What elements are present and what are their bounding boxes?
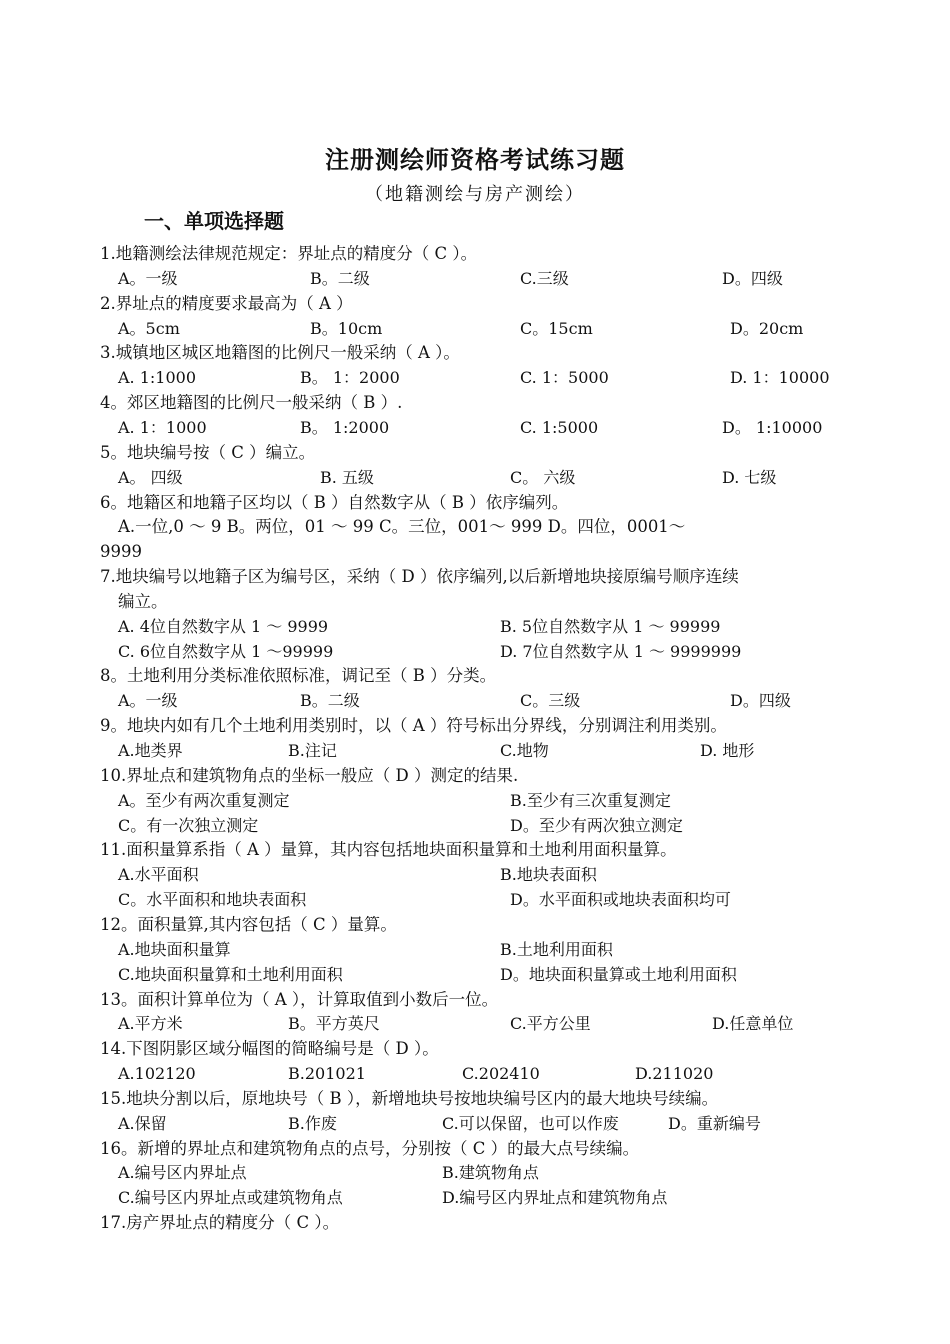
answer-option: B.地块表面积	[500, 865, 597, 885]
answer-option: C。有一次独立测定	[118, 815, 259, 835]
answer-option: D.编号区内界址点和建筑物角点	[442, 1188, 668, 1208]
answer-option: D。20cm	[730, 318, 804, 338]
answer-option: A. 1:1000	[118, 368, 197, 388]
answer-option: A.地块面积量算	[118, 939, 231, 959]
answer-option: D。至少有两次独立测定	[510, 815, 683, 835]
answer-option: D。地块面积量算或土地利用面积	[500, 964, 737, 984]
answer-option: B. 5位自然数字从 1 ～ 99999	[500, 616, 721, 636]
answer-option: A。5cm	[118, 318, 180, 338]
question-text: 17.房产界址点的精度分（ C ）。	[100, 1213, 340, 1233]
answer-option: D. 1：10000	[730, 368, 830, 388]
answer-option: B.至少有三次重复测定	[510, 790, 671, 810]
answer-option: D.任意单位	[712, 1014, 794, 1034]
answer-option: A。 四级	[118, 467, 183, 487]
answer-option: A. 1：1000	[118, 417, 207, 437]
question-text: 6。地籍区和地籍子区均以（ B ）自然数字从（ B ）依序编列。	[100, 492, 569, 512]
question-text: 15.地块分割以后，原地块号（ B ），新增地块号按地块编号区内的最大地块号续编。	[100, 1088, 719, 1108]
question-continuation: 编立。	[118, 591, 168, 611]
question-text: 8。土地利用分类标准依照标准，调记至（ B ）分类。	[100, 666, 497, 686]
answer-option: C.编号区内界址点或建筑物角点	[118, 1188, 343, 1208]
question-text: 7.地块编号以地籍子区为编号区，采纳（ D ）依序编列,以后新增地块接原编号顺序连续	[100, 567, 739, 587]
answer-option: C. 1：5000	[520, 368, 609, 388]
answer-option: D。四级	[730, 691, 791, 711]
answer-option: C.202410	[462, 1064, 540, 1084]
answer-option: A.水平面积	[118, 865, 199, 885]
section-heading: 一、单项选择题	[144, 209, 284, 233]
question-text: 2.界址点的精度要求最高为（ A ）	[100, 293, 353, 313]
question-text: 9。地块内如有几个土地利用类别时，以（ A ）符号标出分界线，分别调注利用类别。	[100, 716, 727, 736]
answer-option: A.地类界	[118, 741, 183, 760]
question-text: 14.下图阴影区域分幅图的简略编号是（ D ）。	[100, 1039, 439, 1059]
answer-option: A.保留	[118, 1113, 167, 1133]
answer-option: D. 7位自然数字从 1 ～ 9999999	[500, 641, 742, 661]
answer-option: A. 4位自然数字从 1 ～ 9999	[118, 616, 329, 636]
answer-option: C。三级	[520, 691, 581, 711]
document-subtitle: （地籍测绘与房产测绘）	[365, 184, 585, 205]
answer-option: B。 1：2000	[300, 368, 400, 388]
answer-option: D. 七级	[722, 467, 777, 487]
question-text: 4。郊区地籍图的比例尺一般采纳（ B ）.	[100, 393, 403, 413]
answer-option: C.地物	[500, 741, 549, 760]
answer-option: C.平方公里	[510, 1014, 591, 1034]
answer-option: B. 五级	[320, 467, 374, 487]
answer-option: A。一级	[118, 268, 178, 288]
answer-option: B.作废	[288, 1113, 337, 1133]
answer-option: D。重新编号	[668, 1113, 761, 1133]
answer-option: B。 1:2000	[300, 417, 390, 437]
answer-option: B.建筑物角点	[442, 1163, 539, 1183]
answer-option: B.注记	[288, 741, 337, 760]
question-text: 12。面积量算,其内容包括（ C ）量算。	[100, 914, 397, 934]
answer-option: B.201021	[288, 1064, 366, 1084]
document-title: 注册测绘师资格考试练习题	[325, 146, 625, 174]
answer-option: C.地块面积量算和土地利用面积	[118, 964, 343, 984]
answer-option: C。 六级	[510, 467, 576, 487]
answer-option: C.可以保留，也可以作废	[442, 1113, 619, 1133]
question-text: 11.面积量算系指（ A ）量算，其内容包括地块面积量算和土地利用面积量算。	[100, 840, 677, 860]
question-text: 13。面积计算单位为（ A ），计算取值到小数后一位。	[100, 989, 499, 1009]
answer-option: D. 地形	[700, 741, 755, 760]
answer-option: C.三级	[520, 268, 569, 288]
answer-option: B。10cm	[310, 318, 383, 338]
question-text: 16。新增的界址点和建筑物角点的点号，分别按（ C ）的最大点号续编。	[100, 1138, 640, 1158]
answer-option: C. 1:5000	[520, 417, 599, 437]
question-text: 3.城镇地区城区地籍图的比例尺一般采纳（ A ）。	[100, 343, 460, 363]
question-continuation: 9999	[100, 542, 142, 562]
answer-option: D。四级	[722, 268, 783, 288]
answer-option: A.平方米	[118, 1014, 183, 1034]
question-text: 1.地籍测绘法律规范规定：界址点的精度分（ C ）。	[100, 244, 478, 263]
answer-option: B。二级	[310, 268, 370, 288]
answer-option: B。二级	[300, 691, 360, 711]
answer-option: C. 6位自然数字从 1 ～99999	[118, 641, 334, 661]
answer-option: B。平方英尺	[288, 1014, 380, 1034]
question-text: 10.界址点和建筑物角点的坐标一般应（ D ）测定的结果.	[100, 765, 519, 785]
answer-option: A.编号区内界址点	[118, 1163, 247, 1183]
answer-option: A.102120	[118, 1064, 196, 1084]
question-text: 5。地块编号按（ C ）编立。	[100, 442, 316, 462]
answer-option: A。至少有两次重复测定	[118, 790, 290, 810]
question-continuation: A.一位,0 ～ 9 B。两位，01 ～ 99 C。三位，001～ 999 D。四位，0001～	[118, 517, 686, 537]
answer-option: B.土地利用面积	[500, 939, 613, 959]
answer-option: C。15cm	[520, 318, 593, 338]
answer-option: D.211020	[635, 1064, 714, 1084]
answer-option: D。 1:10000	[722, 417, 823, 437]
answer-option: D。水平面积或地块表面积均可	[510, 890, 731, 910]
answer-option: C。水平面积和地块表面积	[118, 890, 307, 910]
answer-option: A。一级	[118, 691, 178, 711]
